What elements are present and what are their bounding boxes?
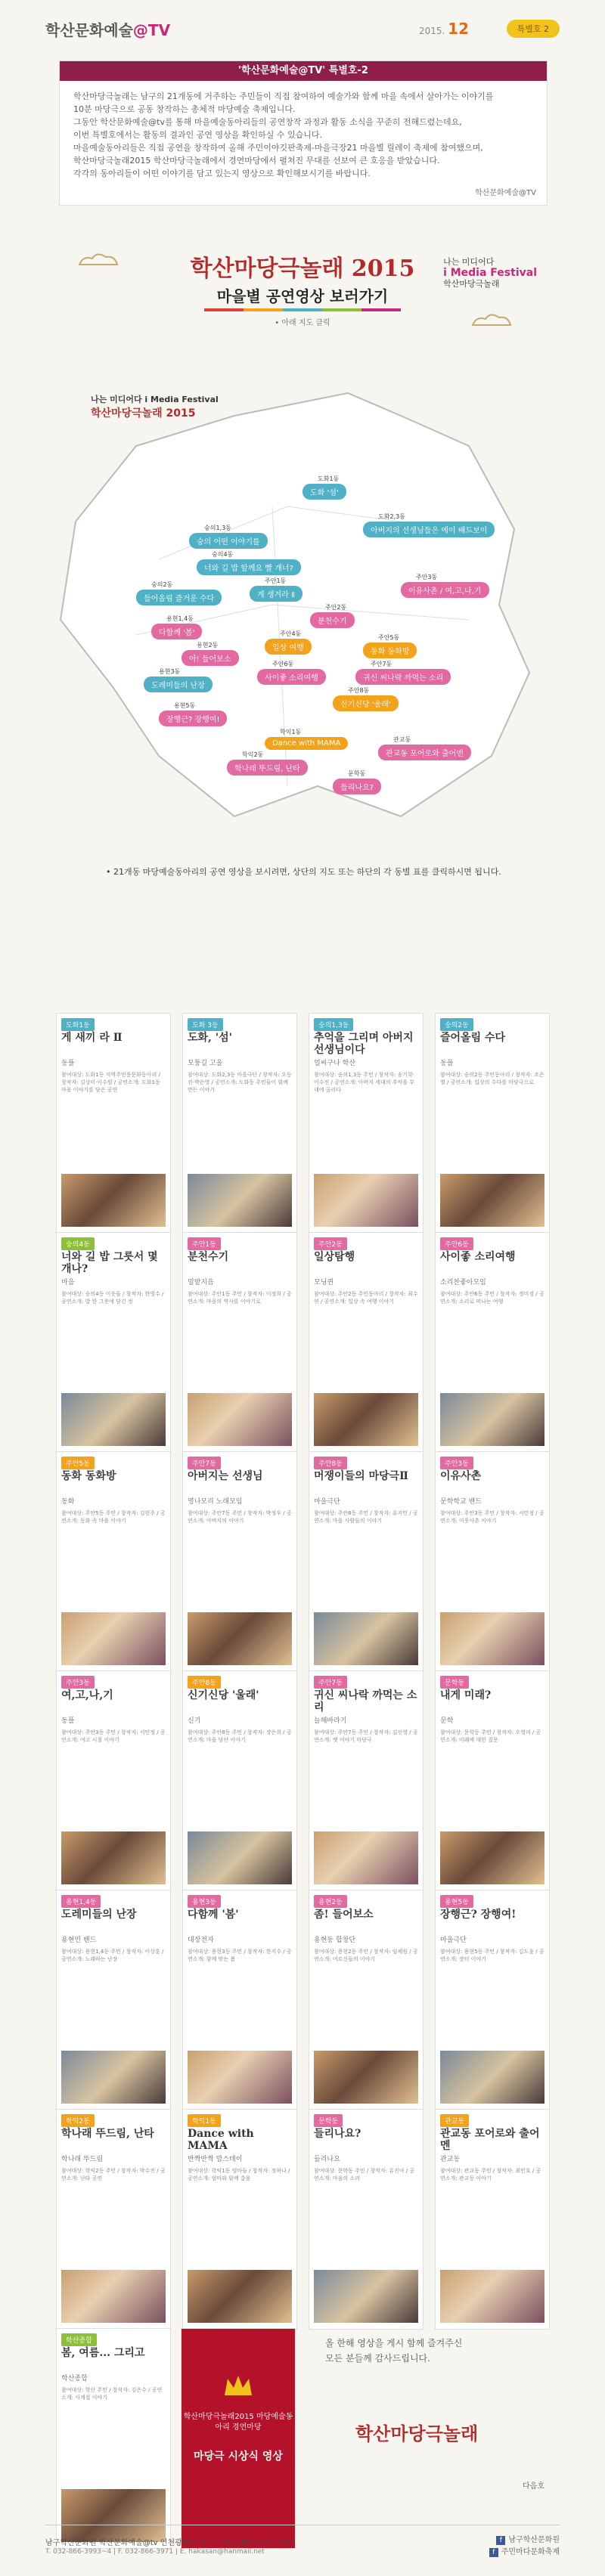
card-team: 마을극단 bbox=[440, 1937, 467, 1944]
performance-card[interactable] bbox=[435, 1232, 550, 1453]
closing-section bbox=[302, 2328, 552, 2509]
card-title: 게 새끼 라 Ⅱ bbox=[61, 1032, 123, 1044]
card-title: 이유사촌 bbox=[440, 1470, 482, 1482]
card-info: 참여대상: 관교동 주민 / 창작자: 최민호 / 공연소개: 관교동 이야기 bbox=[440, 2168, 541, 2181]
map-tag-district: 주안5동 bbox=[378, 634, 400, 641]
map-tag[interactable]: 게 생겨라 Ⅱ bbox=[250, 586, 302, 602]
crown-icon bbox=[223, 2374, 253, 2397]
map-tag-district: 용현3동 bbox=[159, 668, 181, 675]
card-category: 주안3동 bbox=[61, 1676, 95, 1689]
card-photo[interactable] bbox=[188, 2051, 292, 2104]
map-tag-district: 용현1,4동 bbox=[166, 615, 194, 622]
card-category: 주안8동 bbox=[188, 1676, 221, 1689]
card-title: 도화, '섬' bbox=[188, 1032, 232, 1044]
performance-card[interactable] bbox=[435, 1890, 550, 2110]
poster-top-text: 학산마당극놀래2015 마당예술동아리 경연마당 bbox=[183, 2413, 293, 2432]
performance-card[interactable] bbox=[182, 1890, 297, 2110]
card-photo[interactable] bbox=[314, 2270, 418, 2323]
map-tag-district: 주안7동 bbox=[371, 661, 392, 667]
poster-bottom-text: 마당극 시상식 영상 bbox=[194, 2451, 283, 2463]
card-photo[interactable] bbox=[61, 1831, 166, 1884]
map-inner-main: 학산마당극놀래 2015 bbox=[91, 407, 196, 420]
map-tag-district: 주안4동 bbox=[280, 630, 302, 637]
card-title: 머쟁이들의 마당극Ⅱ bbox=[314, 1470, 408, 1482]
intro-paragraph: 그동안 학산문화예술@tv를 통해 마을예술동아리들의 공연창작 과정과 활동 소식을 꾸준히 전해드렸는데요, bbox=[73, 117, 462, 127]
awards-poster[interactable] bbox=[181, 2328, 296, 2549]
performance-card[interactable] bbox=[309, 1670, 424, 1891]
card-photo[interactable] bbox=[188, 1831, 292, 1884]
card-info: 참여대상: 학산 주민 / 창작자: 김은수 / 공연소개: 사계절 이야기 bbox=[61, 2387, 163, 2401]
card-info: 참여대상: 숭의1,3동 주민 / 창작자: 송기학·이수진 / 공연소개: 아버지 세대의 추억을 무대에 올리다 bbox=[314, 1072, 415, 1093]
card-photo[interactable] bbox=[314, 1393, 418, 1446]
performance-card[interactable] bbox=[182, 1013, 297, 1234]
card-category: 주안5동 bbox=[61, 1457, 95, 1469]
map-tag-district: 숭의4동 bbox=[212, 551, 234, 558]
map-tag[interactable]: 신기신당 '울래' bbox=[333, 695, 399, 711]
card-title: 추억을 그리며 아버지 선생님이다 bbox=[314, 1032, 414, 1056]
map-tag[interactable]: 사이좋 소리여행 bbox=[257, 669, 326, 685]
performance-card[interactable] bbox=[56, 1232, 171, 1453]
map-tag[interactable]: 장행근? 장행여! bbox=[159, 711, 227, 726]
festival-name: i Media Festival bbox=[443, 267, 537, 279]
card-title: 들리나요? bbox=[314, 2128, 361, 2140]
click-note: • 아래 지도 클릭 bbox=[275, 319, 330, 327]
card-title: 도레미들의 난장 bbox=[61, 1909, 137, 1921]
performance-card[interactable] bbox=[435, 1451, 550, 1672]
card-title: 좀! 들어보소 bbox=[314, 1909, 374, 1921]
closing-brand: 학산마당극놀래 bbox=[355, 2423, 479, 2444]
performance-card[interactable] bbox=[56, 1670, 171, 1891]
card-photo[interactable] bbox=[314, 1174, 418, 1227]
performance-card[interactable] bbox=[435, 2109, 550, 2330]
card-category: 주안7동 bbox=[188, 1457, 221, 1469]
map-section-title: 학산마당극놀래 2015 bbox=[190, 255, 415, 282]
intro-paragraph: 마을예술동아리들은 직접 공연을 창작하여 올해 주민이야깃판축제-마을극장21 마을별 릴레이 축제에 참여했으며, bbox=[73, 143, 483, 153]
color-bar-segment bbox=[283, 308, 322, 311]
intro-paragraph: 이번 특별호에서는 활동의 결과인 공연 영상을 확인하실 수 있습니다. bbox=[73, 130, 322, 140]
card-photo[interactable] bbox=[440, 1174, 544, 1227]
card-photo[interactable] bbox=[61, 1612, 166, 1665]
card-title: 일상탐행 bbox=[314, 1251, 355, 1263]
performance-card[interactable] bbox=[182, 1451, 297, 1672]
card-team: 대장전자 bbox=[188, 1937, 214, 1944]
map-tag[interactable]: 분천수기 bbox=[310, 612, 355, 628]
card-photo[interactable] bbox=[61, 2270, 166, 2323]
intro-paragraph: 10분 마당극으로 공동 창작하는 총체적 마당예술 축제입니다. bbox=[73, 104, 296, 114]
card-team: 소리찬좋아모임 bbox=[440, 1279, 486, 1286]
footer-link-label: 주민마다문화축제 bbox=[501, 2548, 560, 2556]
card-team: 동플 bbox=[440, 1060, 454, 1067]
footer-address: 남구학산문화원 학산문화예술@tv 인천광역시 남구 주안로 60 (주안동) 4층 bbox=[45, 2539, 295, 2547]
card-team: 동화 bbox=[61, 1498, 75, 1506]
map-tag-district: 문학동 bbox=[348, 770, 366, 777]
map-tag-district: 학익2동 bbox=[242, 751, 264, 758]
map-tag[interactable]: 관교동 포어로와 출어멘 bbox=[378, 745, 471, 760]
map-tag-district: 주안3동 bbox=[416, 574, 438, 581]
closing-line: 올 한해 영상을 게시 함께 즐겨주신 bbox=[325, 2338, 463, 2348]
card-category: 주안2동 bbox=[314, 1237, 347, 1250]
card-team: 용현동 합창단 bbox=[314, 1937, 356, 1944]
card-category: 도화 3동 bbox=[188, 1018, 223, 1031]
footer bbox=[45, 2525, 560, 2563]
card-team: 용현민 밴드 bbox=[61, 1937, 97, 1944]
card-team: 신기 bbox=[188, 1717, 201, 1725]
map-tag[interactable]: 너와 길 밥 할께요 빨 걔너? bbox=[197, 559, 301, 575]
card-title: 다함께 '봄' bbox=[188, 1909, 239, 1921]
card-photo[interactable] bbox=[440, 2270, 544, 2323]
intro-title: '학산문화예술@TV' 특별호-2 bbox=[60, 61, 547, 81]
site-logo[interactable] bbox=[45, 18, 170, 40]
performance-card[interactable] bbox=[435, 1670, 550, 1891]
festival-small: 나는 미디어다 bbox=[443, 257, 495, 267]
map-note: • 21개동 마당예술동아리의 공연 영상을 보시려면, 상단의 지도 또는 하단의 각 동별 표를 클릭하시면 됩니다. bbox=[106, 867, 501, 877]
card-info: 참여대상: 학익2동 주민 / 창작자: 박수진 / 공연소개: 난타 공연 bbox=[61, 2168, 166, 2181]
map-inner-title bbox=[91, 393, 219, 420]
festival-org: 학산마당극놀래 bbox=[443, 279, 500, 289]
performance-card[interactable] bbox=[309, 1890, 424, 2110]
festival-logo bbox=[443, 257, 537, 289]
card-team: 반짝반짝 맘스데이 bbox=[188, 2156, 243, 2163]
map-tag[interactable]: Dance with MAMA bbox=[265, 737, 348, 750]
map-tag-district: 숭의2동 bbox=[151, 581, 173, 588]
card-team: 모닝퀸 bbox=[314, 1279, 334, 1286]
card-title: 귀신 씨나락 까먹는 소리 bbox=[314, 1689, 417, 1714]
performance-card[interactable] bbox=[56, 1890, 171, 2110]
issue-year: 2015 bbox=[418, 26, 442, 36]
card-team: 모퉁길 고을 bbox=[188, 1060, 223, 1067]
card-info: 참여대상: 용현1,4동 주민 / 창작자: 이상훈 / 공연소개: 노래하는 난장 bbox=[61, 1949, 164, 1962]
intro-paragraph: 학산마당극놀래는 남구의 21개동에 거주하는 주민들이 직접 참여하여 예술가와 함께 마을 속에서 살아가는 이야기를 bbox=[73, 91, 494, 101]
color-bar-segment bbox=[361, 308, 401, 311]
map-tag-district: 용현2동 bbox=[197, 642, 219, 649]
performance-card[interactable] bbox=[182, 1670, 297, 1891]
card-team: 문학학교 밴드 bbox=[440, 1498, 482, 1506]
performance-card[interactable] bbox=[309, 1451, 424, 1672]
card-title: 내게 미래? bbox=[440, 1689, 492, 1701]
card-photo[interactable] bbox=[188, 1393, 292, 1446]
card-team: 늘해바라기 bbox=[314, 1717, 347, 1725]
color-bar-segment bbox=[244, 308, 283, 311]
map-tag[interactable]: 귀신 씨나락 까먹는 소리 bbox=[355, 669, 451, 685]
issue-month: 12 bbox=[448, 20, 469, 38]
card-category: 학산종합 bbox=[61, 2333, 97, 2346]
card-info: 참여대상: 주안6동 주민 / 창작자: 정미경 / 공연소개: 소리로 떠나는 여행 bbox=[440, 1291, 544, 1305]
card-info: 참여대상: 용현2동 주민 / 창작자: 임채원 / 공연소개: 어르신들의 이야기 bbox=[314, 1949, 418, 1962]
logo-tv: @TV bbox=[132, 21, 171, 39]
card-team: 밀밭지음 bbox=[188, 1279, 214, 1286]
map-section bbox=[45, 219, 560, 960]
map-section-subtitle: 마을별 공연영상 보러가기 bbox=[216, 287, 389, 305]
intro-text bbox=[60, 81, 547, 189]
card-info: 참여대상: 주안7동 주민 / 창작자: 김선영 / 공연소개: 옛 이야기 마당극 bbox=[314, 1729, 418, 1743]
card-photo[interactable] bbox=[314, 1831, 418, 1884]
card-info: 참여대상: 주안2동 주민동아리 / 창작자: 최수연 / 공연소개: 일상 속 여행 이야기 bbox=[314, 1291, 418, 1305]
closing-footnote: 다음호 bbox=[523, 2482, 544, 2491]
card-category: 문학동 bbox=[314, 2114, 343, 2127]
card-info: 참여대상: 문학동 주민 / 창작자: 오영미 / 공연소개: 미래에 대한 질문 bbox=[440, 1729, 541, 1743]
facebook-icon: f bbox=[489, 2548, 498, 2557]
footer-link-label: 남구학산문화원 bbox=[508, 2536, 560, 2544]
card-info: 참여대상: 용현5동 주민 / 창작자: 김도윤 / 공연소개: 장터 이야기 bbox=[440, 1949, 544, 1962]
card-info: 참여대상: 주안5동 주민 / 창작자: 김현주 / 공연소개: 동화 속 마을 이야기 bbox=[61, 1510, 166, 1524]
card-photo[interactable] bbox=[440, 2051, 544, 2104]
card-category: 용현2동 bbox=[314, 1895, 347, 1908]
performance-card[interactable] bbox=[56, 2328, 171, 2549]
map-tag-district: 도화1동 bbox=[318, 475, 340, 482]
footer-link[interactable] bbox=[489, 2534, 560, 2547]
card-title: 사이좋 소리여행 bbox=[440, 1251, 516, 1263]
color-bar-segment bbox=[322, 308, 361, 311]
card-photo[interactable] bbox=[188, 1174, 292, 1227]
header bbox=[45, 14, 560, 44]
performance-card[interactable] bbox=[309, 2109, 424, 2330]
card-category: 숭의1,3동 bbox=[314, 1018, 353, 1031]
card-info: 참여대상: 용현3동 주민 / 창작자: 한지수 / 공연소개: 함께 맞는 봄 bbox=[188, 1949, 292, 1962]
card-title: 너와 길 밥 그릇서 몇 개나? bbox=[61, 1251, 158, 1275]
map-tag[interactable]: 이유사촌 / 여,고,나,기 bbox=[401, 582, 489, 598]
card-info: 참여대상: 주안8동 주민 / 창작자: 유지민 / 공연소개: 마을 사람들의 이야기 bbox=[314, 1510, 418, 1524]
card-team: 동플 bbox=[61, 1717, 75, 1725]
card-info: 참여대상: 주안1동 주민 / 창작자: 이정희 / 공연소개: 마을의 역사를 이야기로 bbox=[188, 1291, 292, 1305]
card-team: 들리나요 bbox=[314, 2156, 340, 2163]
map-tag[interactable]: 아버지의 선생님들은 에이 배드보이 bbox=[363, 522, 495, 537]
map-tag-district: 관교동 bbox=[393, 736, 411, 743]
performance-card[interactable] bbox=[56, 2109, 171, 2330]
map-tag[interactable]: 동화 동화방 bbox=[363, 642, 417, 658]
card-info: 참여대상: 학익1동 엄마들 / 창작자: 정하나 / 공연소개: 엄마와 함께 춤을 bbox=[188, 2168, 290, 2181]
card-title: 장행근? 장행여! bbox=[440, 1909, 517, 1921]
map-tag[interactable]: 아! 들어보소 bbox=[182, 650, 239, 666]
card-info: 참여대상: 문학동 주민 / 창작자: 유진아 / 공연소개: 마음의 소리 bbox=[314, 2168, 415, 2181]
intro-signature: 학산문화예술@TV bbox=[475, 189, 536, 197]
card-photo[interactable] bbox=[440, 1393, 544, 1446]
footer-links bbox=[489, 2534, 560, 2559]
map-tag-district: 숭의1,3동 bbox=[204, 525, 231, 531]
performance-card[interactable] bbox=[435, 1013, 550, 1234]
card-photo[interactable] bbox=[61, 2051, 166, 2104]
card-title: Dance with MAMA bbox=[188, 2128, 254, 2152]
card-photo[interactable] bbox=[440, 1612, 544, 1665]
map-tag[interactable]: 다함께 '봄' bbox=[151, 624, 202, 639]
map-tag[interactable]: 숭의 어떤 이야기를 bbox=[189, 533, 268, 549]
performance-card[interactable] bbox=[309, 1013, 424, 1234]
performance-card[interactable] bbox=[56, 1451, 171, 1672]
card-photo[interactable] bbox=[61, 1393, 166, 1446]
map-inner-small: 나는 미디어다 i Media Festival bbox=[91, 395, 219, 404]
map-tag-district: 주안2동 bbox=[325, 604, 347, 611]
card-category: 주안6동 bbox=[440, 1237, 473, 1250]
performance-card[interactable] bbox=[182, 1232, 297, 1453]
card-category: 문학동 bbox=[440, 1676, 469, 1689]
card-photo[interactable] bbox=[314, 1612, 418, 1665]
logo-text: 학산문화예술 bbox=[45, 21, 133, 39]
card-title: 관교동 포어로와 출어멘 bbox=[440, 2128, 540, 2152]
card-category: 용현5동 bbox=[440, 1895, 473, 1908]
card-team: 마음 bbox=[61, 1279, 75, 1286]
card-team: 영나모리 노래모임 bbox=[188, 1498, 243, 1506]
facebook-icon: f bbox=[496, 2536, 505, 2545]
footer-contact: T. 032-866-3993~4 | F. 032-866-3971 | E. hakasan@hanmail.net bbox=[45, 2548, 265, 2556]
card-info: 참여대상: 주안7동 주민 / 창작자: 박정우 / 공연소개: 아버지의 이야기 bbox=[188, 1510, 292, 1524]
performance-card[interactable] bbox=[182, 2109, 297, 2330]
card-title: 신기신당 '울래' bbox=[188, 1689, 259, 1701]
card-category: 주안7동 bbox=[314, 1676, 347, 1689]
color-bar-segment bbox=[204, 308, 244, 311]
card-category: 도화1동 bbox=[61, 1018, 95, 1031]
card-category: 관교동 bbox=[440, 2114, 469, 2127]
card-info: 참여대상: 주안3동 주민 / 창작자: 서민정 / 공연소개: 여고 시절 이야기 bbox=[61, 1729, 166, 1743]
card-title: 학나래 뚜드림, 난타 bbox=[61, 2128, 154, 2140]
map-tag[interactable]: 들리나요? bbox=[333, 779, 381, 794]
card-category: 학익2동 bbox=[61, 2114, 95, 2127]
map-tag[interactable]: 들어올림 즐거운 수다 bbox=[136, 590, 222, 605]
card-title: 분천수기 bbox=[188, 1251, 229, 1263]
card-info: 참여대상: 도화2,3동 마을극단 / 창작자: 오동진·박은영 / 공연소개: 도화동 주민들이 함께 만든 이야기 bbox=[188, 1072, 292, 1093]
closing-line: 모든 분들께 감사드립니다. bbox=[325, 2353, 430, 2364]
card-photo[interactable] bbox=[188, 1612, 292, 1665]
card-category: 용현3동 bbox=[188, 1895, 221, 1908]
card-info: 참여대상: 숭의2동 주민동아리 / 창작자: 조은별 / 공연소개: 일상의 수다를 마당극으로 bbox=[440, 1072, 544, 1085]
card-team: 학나래 뚜드림 bbox=[61, 2156, 104, 2163]
special-issue-button[interactable]: 특별호 2 bbox=[507, 20, 560, 38]
map-tag-district: 도화2,3동 bbox=[378, 513, 405, 520]
card-team: 관교동 bbox=[440, 2156, 461, 2163]
intro-paragraph: 각각의 동아리들이 어떤 이야기를 담고 있는지 영상으로 확인해보시기를 바랍니다. bbox=[73, 169, 371, 178]
intro-paragraph: 학산마당극놀래2015 학산마당극놀래에서 경연마당에서 펼쳐진 무대를 선보여 큰 호응을 받았습니다. bbox=[73, 156, 440, 166]
card-category: 학익1동 bbox=[188, 2114, 221, 2127]
issue-date: 2015. 12 bbox=[418, 20, 469, 38]
footer-link[interactable] bbox=[489, 2547, 560, 2559]
card-title: 동화 동화방 bbox=[61, 1470, 116, 1482]
map-tag[interactable]: 도레미들의 난장 bbox=[144, 677, 213, 692]
card-title: 즐어올림 수다 bbox=[440, 1032, 506, 1044]
card-info: 참여대상: 숭의4동 이웃들 / 창작자: 한영수 / 공연소개: 밥 한 그릇에 담긴 정 bbox=[61, 1291, 164, 1305]
map-tag-district: 용현5동 bbox=[174, 702, 196, 709]
color-bar bbox=[204, 308, 401, 311]
performance-card[interactable] bbox=[56, 1013, 171, 1234]
map-tag[interactable]: 도화 '섬' bbox=[302, 484, 346, 500]
card-photo[interactable] bbox=[61, 1174, 166, 1227]
card-info: 참여대상: 도화1동 지역주민풍문화동아리 / 창작자: 김상미·이수원 / 공연소개: 도화1동 마을 이야기를 담은 공연 bbox=[61, 1072, 160, 1093]
card-info: 참여대상: 주안3동 주민 / 창작자: 서민정 / 공연소개: 이웃사촌 이야기 bbox=[440, 1510, 544, 1524]
card-team: 얼씨구나 학산 bbox=[314, 1060, 356, 1067]
card-category: 주안3동 bbox=[440, 1457, 473, 1469]
map-tag-district: 주안6동 bbox=[272, 661, 294, 667]
card-team: 마을극단 bbox=[314, 1498, 340, 1506]
card-photo[interactable] bbox=[188, 2270, 292, 2323]
card-photo[interactable] bbox=[440, 1831, 544, 1884]
card-category: 숭의4동 bbox=[61, 1237, 95, 1250]
map-tag-district: 주안1동 bbox=[265, 577, 287, 584]
closing-message bbox=[325, 2336, 462, 2366]
map-tag-district: 주안8동 bbox=[348, 687, 370, 694]
card-team: 학산종합 bbox=[61, 2375, 88, 2382]
card-category: 숭의2동 bbox=[440, 1018, 473, 1031]
map-tag[interactable]: 일상 여행 bbox=[265, 639, 312, 655]
performance-card[interactable] bbox=[309, 1232, 424, 1453]
card-team: 문학 bbox=[440, 1717, 454, 1725]
card-category: 용현1,4동 bbox=[61, 1895, 101, 1908]
card-category: 주안8동 bbox=[314, 1457, 347, 1469]
map-tag[interactable]: 학나래 뚜드림, 난타 bbox=[227, 760, 308, 776]
card-title: 아버지는 선생님 bbox=[188, 1470, 263, 1482]
card-category: 주안1동 bbox=[188, 1237, 221, 1250]
intro-box bbox=[59, 60, 548, 206]
card-photo[interactable] bbox=[314, 2051, 418, 2104]
card-title: 봄, 여름... 그리고 bbox=[61, 2347, 145, 2359]
card-team: 동플 bbox=[61, 1060, 75, 1067]
card-info: 참여대상: 주안8동 주민 / 창작자: 장은희 / 공연소개: 마을 당산 이야기 bbox=[188, 1729, 292, 1743]
map-tag-district: 학익1동 bbox=[280, 729, 302, 735]
card-title: 여,고,나,기 bbox=[61, 1689, 113, 1701]
